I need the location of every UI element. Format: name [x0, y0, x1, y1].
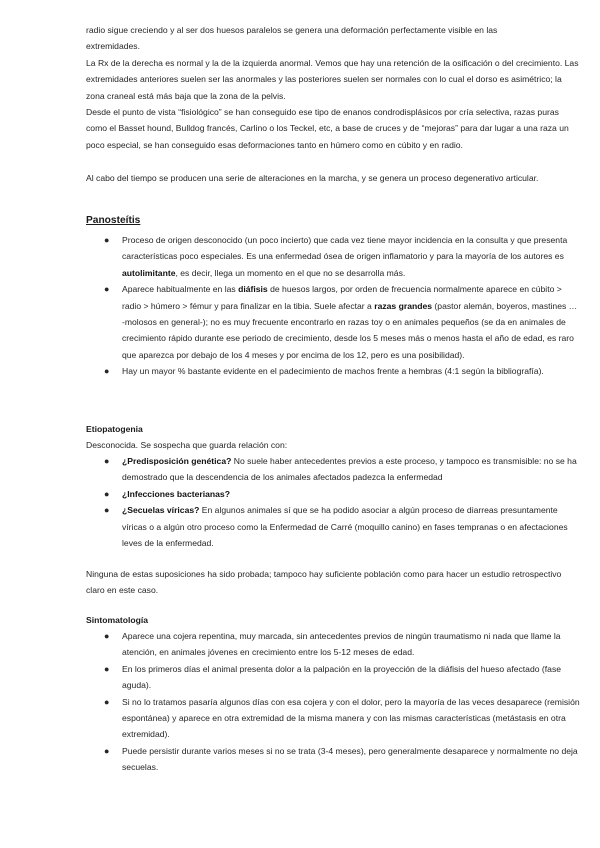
section-heading-panosteitis: Panosteítis — [86, 215, 141, 226]
list-item: ● ¿Secuelas víricas? En algunos animales sí que se ha podido asociar a algún proceso de diarreas presuntamente víricas o a algún otro proceso como la Enfermedad de Carré (moquillo canino) en fases tempranas o en afectaciones leves de la enfermedad. — [86, 502, 580, 551]
bullet-icon: ● — [104, 488, 110, 499]
bullet-icon: ● — [104, 631, 110, 641]
bullet-icon: ● — [104, 284, 110, 295]
section-heading-sintomatologia: Sintomatología — [86, 615, 149, 625]
list-item: ● Puede persistir durante varios meses si no se trata (3-4 meses), pero generalmente desaparece y normalmente no deja secuelas. — [86, 743, 580, 776]
sintomatologia-list — [86, 628, 580, 776]
section-heading-etiopatogenia: Etiopatogenia — [86, 424, 143, 434]
list-item: ● Hay un mayor % bastante evidente en el padecimiento de machos frente a hembras (4:1 según la bibliografía). — [86, 363, 580, 379]
intro-text: radio sigue creciendo y al ser dos huesos paralelos se genera una deformación perfectamente visible en las — [86, 25, 498, 35]
bullet-icon: ● — [104, 505, 110, 516]
list-item: ● ¿Predisposición genética? No suele haber antecedentes previos a este proceso, y tampoco es transmisible: no se ha demostrado que la descendencia de los animales afectados padezca la enfermedad — [86, 453, 580, 486]
intro-paragraph-3: Desde el punto de vista “fisiológico” se han conseguido ese tipo de enanos condrodisplásicos por cría selectiva, razas puras como el Basset hound, Bulldog francés, Carlino o los Teckel, etc, a base de cruces y de “mejoras” para dar lugar a una raza un poco especial, se han conseguido esas deformaciones tanto en húmero como en cúbito y en radio. — [86, 107, 569, 150]
bullet-icon: ● — [104, 366, 110, 377]
list-item: ● En los primeros días el animal presenta dolor a la palpación en la proyección de la diáfisis del hueso afectado (fase aguda). — [86, 661, 580, 694]
etiopatogenia-outro: Ninguna de estas suposiciones ha sido probada; tampoco hay suficiente población como para hacer un estudio retrospectivo claro en este caso. — [86, 569, 562, 596]
intro-paragraph-1 — [86, 22, 580, 55]
bullet-icon: ● — [104, 696, 110, 707]
bullet-icon: ● — [104, 235, 110, 245]
intro-paragraph-2: La Rx de la derecha es normal y la de la izquierda anormal. Vemos que hay una retención de la osificación o del crecimiento. Las extremidades anteriores suelen ser las anormales y las posteriores suelen ser normales con lo cual el dorso es asimétrico; la zona craneal está más baja que la zona de la pelvis. — [86, 58, 579, 101]
bullet-icon: ● — [104, 745, 110, 756]
bullet-icon: ● — [104, 663, 110, 674]
list-item: ● Proceso de origen desconocido (un poco incierto) que cada vez tiene mayor incidencia en la consulta y que presenta características poco especiales. Es una enfermedad ósea de origen inflamatorio y para la mayoría de los autores es autolimitante, es decir, llega un momento en el que no se desarrolla más. — [86, 232, 580, 281]
list-item: ● Aparece habitualmente en las diáfisis de huesos largos, por orden de frecuencia normalmente aparece en cúbito > radio > húmero > fémur y para finalizar en la tibia. Suele afectar a razas grandes (pastor alemán, boyeros, mastines … -molosos en general-); no es muy frecuente encontrarlo en razas toy o en animales pequeños (se da en animales de crecimiento rápido durante ese periodo de crecimiento, desde los 5 meses más o menos hasta el año de edad, es raro que aparezca por debajo de los 4 meses y por encima de los 12, pero es una posibilidad). — [86, 281, 580, 363]
etiopatogenia-list — [86, 453, 580, 551]
bullet-icon: ● — [104, 456, 110, 466]
etiopatogenia-intro: Desconocida. Se sospecha que guarda relación con: — [86, 440, 288, 450]
list-item: ● ¿Infecciones bacterianas? — [86, 486, 580, 502]
intro-paragraph-4: Al cabo del tiempo se producen una serie de alteraciones en la marcha, y se genera un proceso degenerativo articular. — [86, 173, 539, 183]
list-item: ● Si no lo tratamos pasaría algunos días con esa cojera y con el dolor, pero la mayoría de las veces desaparece (remisión espontánea) y aparece en otra extremidad de la misma manera y con las mismas características (metástasis en otra extremidad). — [86, 694, 580, 743]
intro-text: extremidades. — [86, 41, 140, 52]
list-item: ● Aparece una cojera repentina, muy marcada, sin antecedentes previos de ningún traumatismo ni nada que llame la atención, en animales jóvenes en crecimiento entre los 5-12 meses de edad. — [86, 628, 580, 661]
panosteitis-list — [86, 232, 580, 380]
